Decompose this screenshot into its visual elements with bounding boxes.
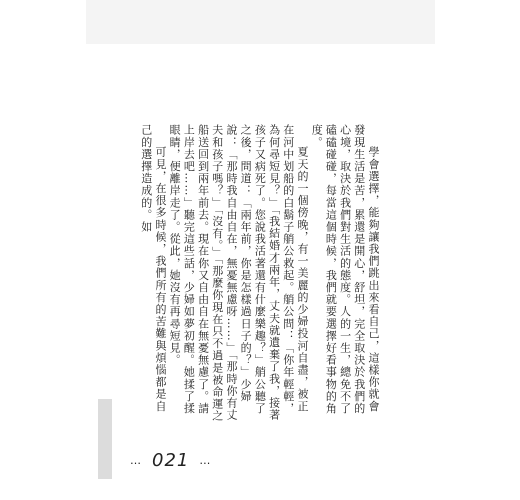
paragraph-1: 學會選擇，能夠讓我們跳出來看自己，這樣你就會發現生活是苦，累還是開心，舒坦，完全取決於我們的心境，取決於我們對生活的態度。人的一生，總免不了磕磕碰碰，每當這個時候，我們就要選擇好看事物的角度。 xyxy=(310,124,380,415)
page-edge-tab xyxy=(98,399,112,479)
paragraph-3: 可見，在很多時候，我們所有的苦難與煩惱都是自己的選擇造成的。如 xyxy=(139,124,167,413)
top-margin-band xyxy=(86,0,435,44)
paragraph-2: 夏天的一個傍晚，有一美麗的少婦投河自盡，被正在河中划船的白鬍子艄公救起。艄公問：「你年輕輕，為何尋短見？」「我結婚才兩年，丈夫就遺棄了我，接著孩子又病死了。您說我活著還有什麼樂趣？」艄公聽了之後，問道：「兩年前，你是怎樣過日子的？」少婦說：「那時我自由自在，無憂無慮呀……」「那時你有丈夫和孩子嗎？」「沒有。」「那麼你現在只不過是被命運之船送回到兩年前去。現在你又自由自在無憂無慮了。請上岸去吧……」聽完這些話，少婦如夢初醒。她揉了揉眼睛，便離岸走了。從此，她沒有再尋短見。 xyxy=(168,124,309,423)
body-text xyxy=(132,124,380,424)
page-number: 021 xyxy=(152,449,190,471)
page-footer xyxy=(130,449,240,471)
footer-dots-right: … xyxy=(199,453,212,467)
footer-dots-left: … xyxy=(130,453,142,467)
